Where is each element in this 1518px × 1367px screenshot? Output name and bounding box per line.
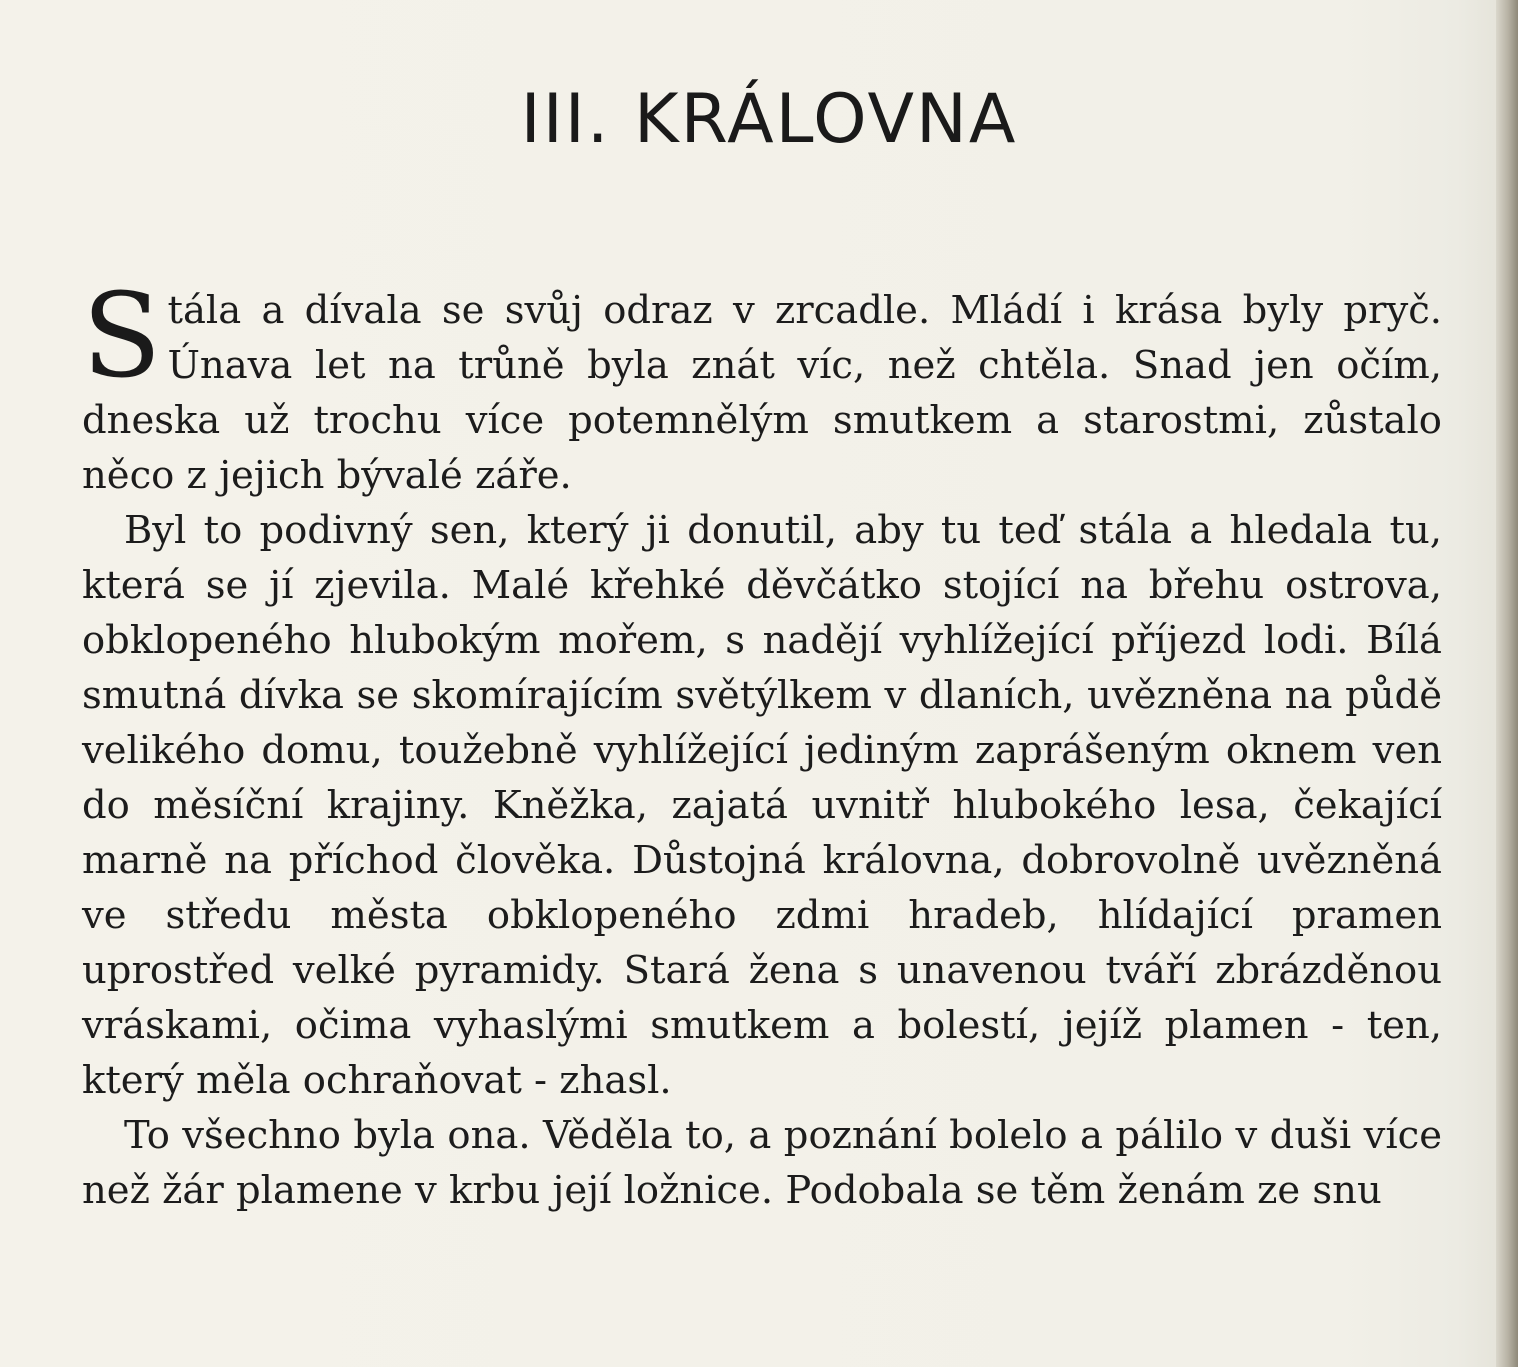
paragraph-1 <box>82 269 1442 503</box>
paragraph-2: Byl to podivný sen, který ji donutil, aby tu teď stála a hledala tu, která se jí zjevila. Malé křehké děvčátko stojící na břehu ostrova, obklopeného hlubokým mořem, s nadějí vyhlížející příjezd lodi. Bílá smutná dívka se skomírajícím světýlkem v dlaních, uvězněna na půdě velikého domu, toužebně vyhlížející jediným zaprášeným oknem ven do měsíční krajiny. Kněžka, zajatá uvnitř hlubokého lesa, čekající marně na příchod člověka. Důstojná královna, dobrovolně uvězněná ve středu města obklopeného zdmi hradeb, hlídající pramen uprostřed velké pyramidy. Stará žena s unavenou tváří zbrázděnou vráskami, očima vyhaslými smutkem a bolestí, jejíž plamen - ten, který měla ochraňovat - zhasl. <box>82 508 1442 1103</box>
body-text <box>82 269 1442 1218</box>
chapter-title: III. KRÁLOVNA <box>520 80 1018 159</box>
page-edge-shadow <box>1496 0 1518 1367</box>
paragraph-3: To všechno byla ona. Věděla to, a poznání bolelo a pálilo v duši více než žár plamene v krbu její ložnice. Podobala se těm ženám ze snu <box>82 1113 1442 1213</box>
paragraph-1-text: tála a dívala se svůj odraz v zrcadle. Mládí i krása byly pryč. Únava let na trůně byla znát víc, než chtěla. Snad jen očím, dneska už trochu více potemnělým smutkem a starostmi, zůstalo něco z jejich bývalé záře. <box>82 288 1442 498</box>
drop-cap: S <box>82 269 162 404</box>
